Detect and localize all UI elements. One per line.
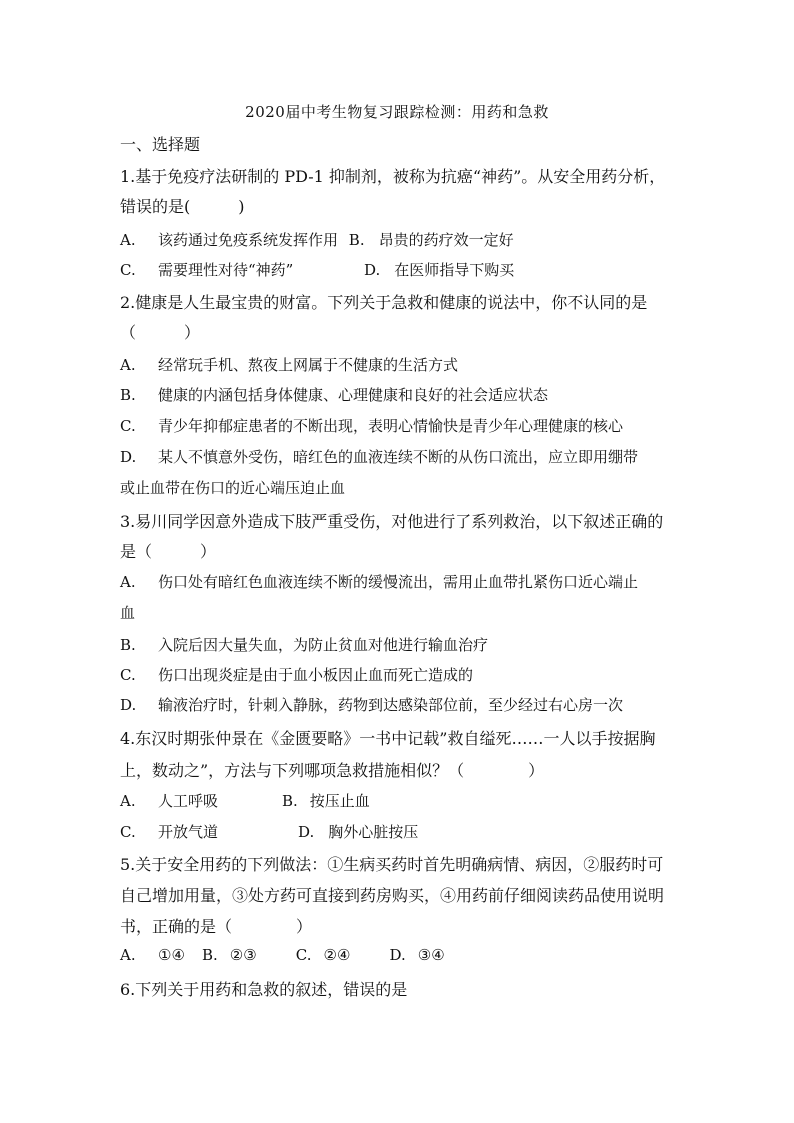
option-text: 人工呼吸 xyxy=(158,792,219,810)
option-text: 健康的内涵包括身体健康、心理健康和良好的社会适应状态 xyxy=(158,386,549,404)
question-1-stem: 1.基于免疫疗法研制的 PD-1 抑制剂，被称为抗癌“神药”。从安全用药分析， xyxy=(120,167,666,186)
option-label: D. xyxy=(364,261,381,279)
option-label: A. xyxy=(120,792,136,810)
question-1-options-row-1 xyxy=(120,229,514,250)
section-heading: 一、选择题 xyxy=(120,135,201,154)
question-2-stem: 2.健康是人生最宝贵的财富。下列关于急救和健康的说法中，你不认同的是 xyxy=(120,293,648,312)
option-text: 昂贵的药疗效一定好 xyxy=(378,231,514,249)
option-text: ②④ xyxy=(323,946,351,964)
question-4-stem-cont: 上，数动之”，方法与下列哪项急救措施相似？（ ） xyxy=(120,761,545,780)
question-3-option-a-cont: 血 xyxy=(120,604,136,622)
option-text: 伤口出现炎症是由于血小板因止血而死亡造成的 xyxy=(158,666,474,684)
option-label: B. xyxy=(202,946,218,964)
document-title: 2020届中考生物复习跟踪检测：用药和急救 xyxy=(245,103,549,121)
question-5-stem: 5.关于安全用药的下列做法：①生病买药时首先明确病情、病因，②服药时可 xyxy=(120,855,664,874)
question-2-option-c xyxy=(120,415,623,436)
question-2-option-d-cont: 或止血带在伤口的近心端压迫止血 xyxy=(120,479,346,497)
question-5-stem-cont-2: 书，正确的是（ ） xyxy=(120,917,313,936)
question-4-stem: 4.东汉时期张仲景在《金匮要略》一书中记载”救自缢死……一人以手按据胸 xyxy=(120,729,656,748)
option-label: A. xyxy=(120,946,136,964)
question-3-option-a xyxy=(120,571,638,592)
option-label: C. xyxy=(120,823,136,841)
question-1-stem-cont: 错误的是( ) xyxy=(120,197,245,216)
option-text: 青少年抑郁症患者的不断出现，表明心情愉快是青少年心理健康的核心 xyxy=(158,417,624,435)
option-text: 按压止血 xyxy=(309,792,370,810)
option-text: 需要理性对待“神药” xyxy=(158,261,294,279)
question-6-stem: 6.下列关于用药和急救的叙述，错误的是 xyxy=(120,980,408,999)
question-3-option-c xyxy=(120,664,473,685)
option-text: 某人不慎意外受伤，暗红色的血液连续不断的从伤口流出，应立即用绷带 xyxy=(158,448,639,466)
question-3-stem-cont: 是（ ） xyxy=(120,542,217,561)
question-1-options-row-2 xyxy=(120,259,514,280)
option-text: 开放气道 xyxy=(158,823,219,841)
option-label: B. xyxy=(120,636,136,654)
option-label: B. xyxy=(120,386,136,404)
option-text: 伤口处有暗红色血液连续不断的缓慢流出，需用止血带扎紧伤口近心端止 xyxy=(158,573,639,591)
option-text: ①④ xyxy=(158,946,185,964)
option-text: ②③ xyxy=(229,946,257,964)
question-5-options xyxy=(120,946,445,964)
option-text: 胸外心脏按压 xyxy=(328,823,419,841)
option-label: C. xyxy=(120,261,136,279)
question-2-stem-cont: （ ） xyxy=(120,323,201,342)
question-4-options-row-1 xyxy=(120,790,370,811)
option-label: B. xyxy=(348,231,365,249)
question-2-option-a xyxy=(120,354,458,375)
question-2-option-d xyxy=(120,446,638,467)
option-text: 该药通过免疫系统发挥作用 xyxy=(158,231,339,249)
option-label: C. xyxy=(120,417,136,435)
option-label: C. xyxy=(295,946,312,964)
option-label: B. xyxy=(282,792,298,810)
option-text: 经常玩手机、熬夜上网属于不健康的生活方式 xyxy=(158,356,459,374)
option-label: A. xyxy=(120,356,136,374)
option-text: 入院后因大量失血，为防止贫血对他进行输血治疗 xyxy=(158,636,489,654)
question-3-option-b xyxy=(120,634,488,655)
option-label: D. xyxy=(120,448,137,466)
question-4-options-row-2 xyxy=(120,821,418,842)
option-text: 在医师指导下购买 xyxy=(394,261,515,279)
option-text: ③④ xyxy=(417,946,445,964)
question-3-stem: 3.易川同学因意外造成下肢严重受伤，对他进行了系列救治，以下叙述正确的 xyxy=(120,512,664,531)
question-3-option-d xyxy=(120,694,623,715)
option-text: 输液治疗时，针刺入静脉，药物到达感染部位前，至少经过右心房一次 xyxy=(158,696,624,714)
option-label: D. xyxy=(389,946,406,964)
option-label: D. xyxy=(120,696,137,714)
question-2-option-b xyxy=(120,384,548,405)
option-label: C. xyxy=(120,666,136,684)
option-label: D. xyxy=(298,823,315,841)
option-label: A. xyxy=(120,573,136,591)
question-5-stem-cont: 自己增加用量，③处方药可直接到药房购买，④用药前仔细阅读药品使用说明 xyxy=(120,886,665,905)
option-label: A. xyxy=(120,231,136,249)
